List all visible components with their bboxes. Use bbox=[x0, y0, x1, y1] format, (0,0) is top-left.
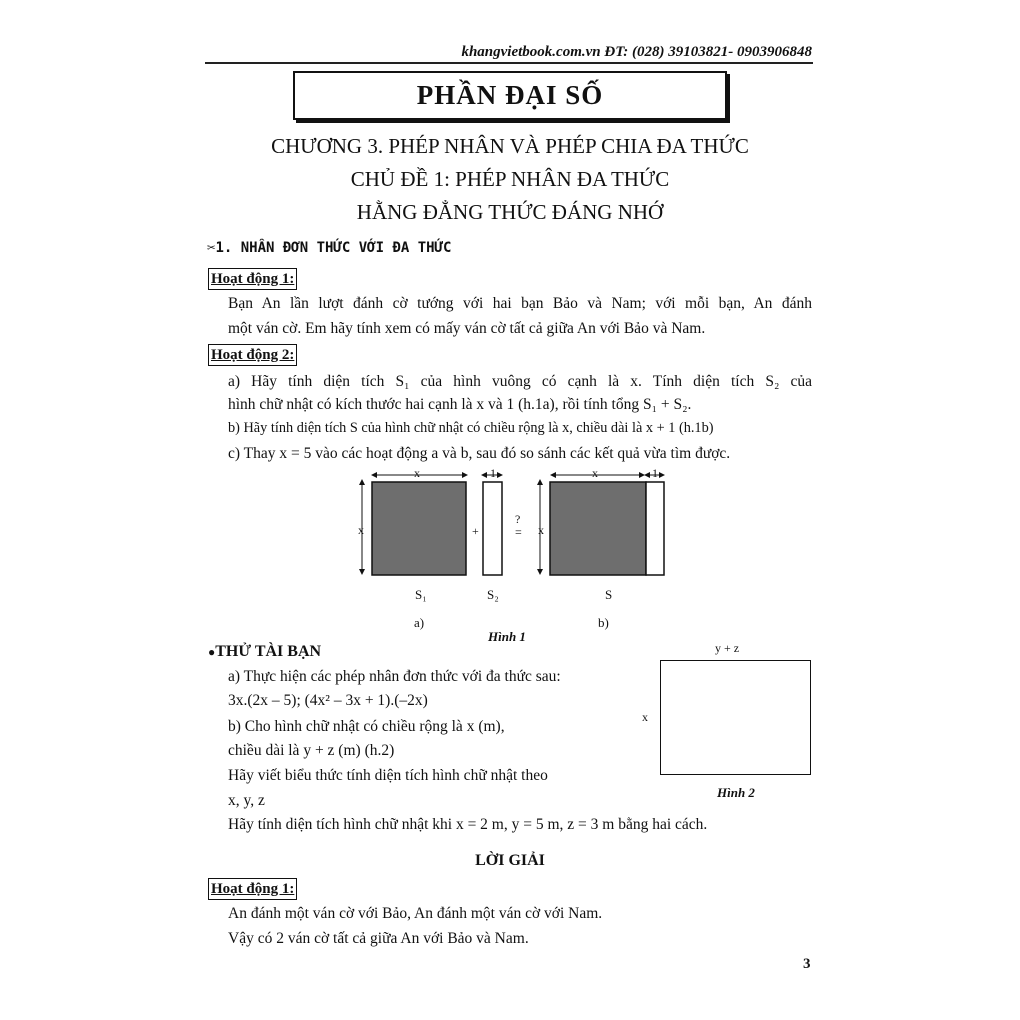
challenge-b-4: x, y, z bbox=[228, 792, 265, 809]
challenge-b-2: chiều dài là y + z (m) (h.2) bbox=[228, 742, 395, 759]
lock-icon: ● bbox=[208, 645, 216, 659]
fig1-equals: = bbox=[515, 525, 522, 539]
challenge-b-3: Hãy viết biểu thức tính diện tích hình chữ nhật theo bbox=[228, 767, 548, 784]
solution-title: LỜI GIẢI bbox=[475, 852, 545, 869]
activity-2-b: b) Hãy tính diện tích S của hình chữ nhật có chiều rộng là x, chiều dài là x + 1 (h.1b) bbox=[228, 420, 714, 436]
fig1-part-a: a) bbox=[414, 615, 425, 630]
fig1-question: ? bbox=[515, 512, 521, 526]
square-s1 bbox=[372, 482, 466, 575]
fig1-s1: S₁ bbox=[415, 587, 427, 602]
fig1-s2: S₂ bbox=[487, 587, 499, 602]
figure-2-rectangle bbox=[660, 660, 811, 775]
activity-1-label: Hoạt động 1: bbox=[208, 268, 297, 290]
fig2-top-label: y + z bbox=[715, 641, 740, 655]
fig1-label-1-top-1: 1 bbox=[490, 466, 496, 480]
solution-line-1: An đánh một ván cờ với Bảo, An đánh một ván cờ với Nam. bbox=[228, 905, 603, 922]
challenge-b-5: Hãy tính diện tích hình chữ nhật khi x = 2 m, y = 5 m, z = 3 m bằng hai cách. bbox=[228, 816, 708, 833]
activity-1-line-1: Bạn An lần lượt đánh cờ tướng với hai bạn Bảo và Nam; với mỗi bạn, An đánh bbox=[228, 295, 812, 312]
rectangle-s-strip bbox=[646, 482, 664, 575]
challenge-title: THỬ TÀI BẠN bbox=[215, 643, 322, 660]
chapter-title: CHƯƠNG 3. PHÉP NHÂN VÀ PHÉP CHIA ĐA THỨC bbox=[271, 134, 749, 158]
activity-2-label: Hoạt động 2: bbox=[208, 344, 297, 366]
fig2-caption: Hình 2 bbox=[717, 785, 755, 800]
challenge-b-1: b) Cho hình chữ nhật có chiều rộng là x (m), bbox=[228, 718, 505, 735]
topic-subtitle: HẰNG ĐẲNG THỨC ĐÁNG NHỚ bbox=[356, 200, 664, 224]
activity-2-a-line-1: a) Hãy tính diện tích S₁ của hình vuông có cạnh là x. Tính diện tích S₂ của bbox=[228, 373, 812, 390]
activity-1-line-2: một ván cờ. Em hãy tính xem có mấy ván cờ tất cả giữa An với Bảo và Nam. bbox=[228, 320, 706, 337]
part-title-box bbox=[293, 71, 727, 120]
fig1-s: S bbox=[605, 587, 613, 602]
fig1-plus: + bbox=[472, 524, 479, 538]
rectangle-s-shaded bbox=[550, 482, 646, 575]
page-number: 3 bbox=[803, 956, 811, 972]
fig1-label-1-top-2: 1 bbox=[652, 466, 658, 480]
fig1-label-x-left-2: x bbox=[538, 523, 544, 537]
fig1-label-x-top-1: x bbox=[414, 466, 420, 480]
header-contact: khangvietbook.com.vn ĐT: (028) 39103821- 0903906848 bbox=[461, 44, 812, 60]
solution-activity-1-label: Hoạt động 1: bbox=[208, 878, 297, 900]
strip-s2 bbox=[483, 482, 502, 575]
scissors-icon: ✂ bbox=[207, 240, 216, 256]
fig1-label-x-top-2: x bbox=[592, 466, 598, 480]
activity-2-a-line-2: hình chữ nhật có kích thước hai cạnh là x và 1 (h.1a), rồi tính tổng S₁ + S₂. bbox=[228, 396, 692, 413]
fig2-left-label: x bbox=[642, 710, 648, 724]
topic-title: CHỦ ĐỀ 1: PHÉP NHÂN ĐA THỨC bbox=[350, 167, 670, 191]
fig1-caption: Hình 1 bbox=[488, 629, 526, 644]
challenge-a-expr: 3x.(2x – 5); (4x² – 3x + 1).(–2x) bbox=[228, 692, 428, 709]
challenge-heading bbox=[208, 643, 321, 661]
figure-1 bbox=[340, 463, 680, 643]
activity-2-c: c) Thay x = 5 vào các hoạt động a và b, sau đó so sánh các kết quả vừa tìm được. bbox=[228, 445, 731, 462]
solution-line-2: Vậy có 2 ván cờ tất cả giữa An với Bảo và Nam. bbox=[228, 930, 529, 947]
challenge-a: a) Thực hiện các phép nhân đơn thức với đa thức sau: bbox=[228, 668, 561, 685]
section-heading bbox=[207, 240, 451, 256]
part-title: PHẦN ĐẠI SỐ bbox=[416, 80, 604, 110]
fig1-part-b: b) bbox=[598, 615, 609, 630]
fig1-label-x-left-1: x bbox=[358, 523, 364, 537]
header-rule bbox=[205, 62, 813, 64]
section-title: 1. NHÂN ĐƠN THỨC VỚI ĐA THỨC bbox=[215, 240, 452, 256]
